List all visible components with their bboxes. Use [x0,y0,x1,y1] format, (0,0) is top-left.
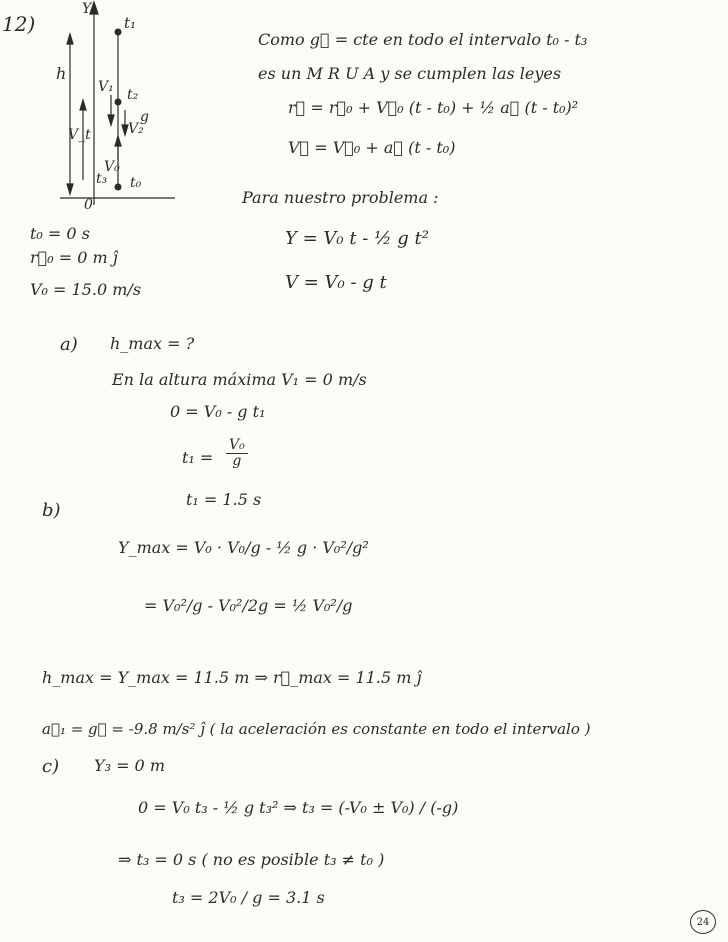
part-a-label: a) [60,334,78,355]
v0-label: V₀ [104,159,120,175]
ball-t0 [115,184,122,191]
problem-eq-y: Y = V₀ t - ½ g t² [285,228,429,249]
part-a-eq2-fraction [226,438,248,468]
part-b-accel: a⃗₁ = g⃗ = -9.8 m/s² ĵ ( la aceleración es constante en todo el intervalo ) [42,720,591,738]
origin-label: 0 [84,197,93,213]
part-a-eq3: t₁ = 1.5 s [186,490,262,509]
t1-label: t₁ [124,14,137,32]
v2-label: V₂ [128,121,144,137]
ball-t1 [115,29,122,36]
part-a-eq2-den: g [232,452,242,469]
problem-label: Para nuestro problema : [242,188,439,207]
problem-number: 12) [2,12,36,36]
part-c-label: c) [42,756,60,777]
g-label: g [140,109,149,125]
v1-label: V₁ [98,79,114,95]
part-c-eq2: ⇒ t₃ = 0 s ( no es posible t₃ ≠ t₀ ) [118,850,385,869]
part-c-eq3: t₃ = 2V₀ / g = 3.1 s [172,888,325,907]
page-number-badge: 24 [690,910,716,934]
motion-diagram [55,0,185,213]
vt-label: V_t [68,127,91,143]
intro-eq-v: V⃗ = V⃗₀ + a⃗ (t - t₀) [288,138,456,157]
part-a-eq1: 0 = V₀ - g t₁ [170,402,266,421]
t0-label: t₀ [130,175,142,191]
t3-label: t₃ [96,171,108,187]
given-t0: t₀ = 0 s [30,224,90,243]
problem-eq-v: V = V₀ - g t [285,272,387,293]
ball-t2 [115,99,122,106]
intro-eq-r: r⃗ = r⃗₀ + V⃗₀ (t - t₀) + ½ a⃗ (t - t₀)² [288,98,579,117]
part-a-question: h_max = ? [110,334,195,353]
t2-label: t₂ [127,87,139,103]
axis-y-label: Y [82,1,92,17]
intro-line1: Como g⃗ = cte en todo el intervalo t₀ - t₃ [258,30,588,49]
intro-line2: es un M R U A y se cumplen las leyes [258,64,562,83]
part-b-label: b) [42,500,61,521]
part-c-y3: Y₃ = 0 m [94,756,165,775]
given-v0: V₀ = 15.0 m/s [30,280,142,299]
part-b-ymax: Y_max = V₀ · V₀/g - ½ g · V₀²/g² [118,538,369,557]
part-a-eq2-num: V₀ [226,438,248,454]
part-b-hmax: h_max = Y_max = 11.5 m ⇒ r⃗_max = 11.5 m ĵ [42,668,422,687]
part-a-eq2-lhs: t₁ = [182,448,214,467]
h-label: h [56,64,67,83]
part-c-eq1: 0 = V₀ t₃ - ½ g t₃² ⇒ t₃ = (-V₀ ± V₀) / (-g) [138,798,459,817]
given-r0: r⃗₀ = 0 m ĵ [30,248,118,267]
part-b-ymax2: = V₀²/g - V₀²/2g = ½ V₀²/g [144,596,353,615]
part-a-text: En la altura máxima V₁ = 0 m/s [112,370,367,389]
